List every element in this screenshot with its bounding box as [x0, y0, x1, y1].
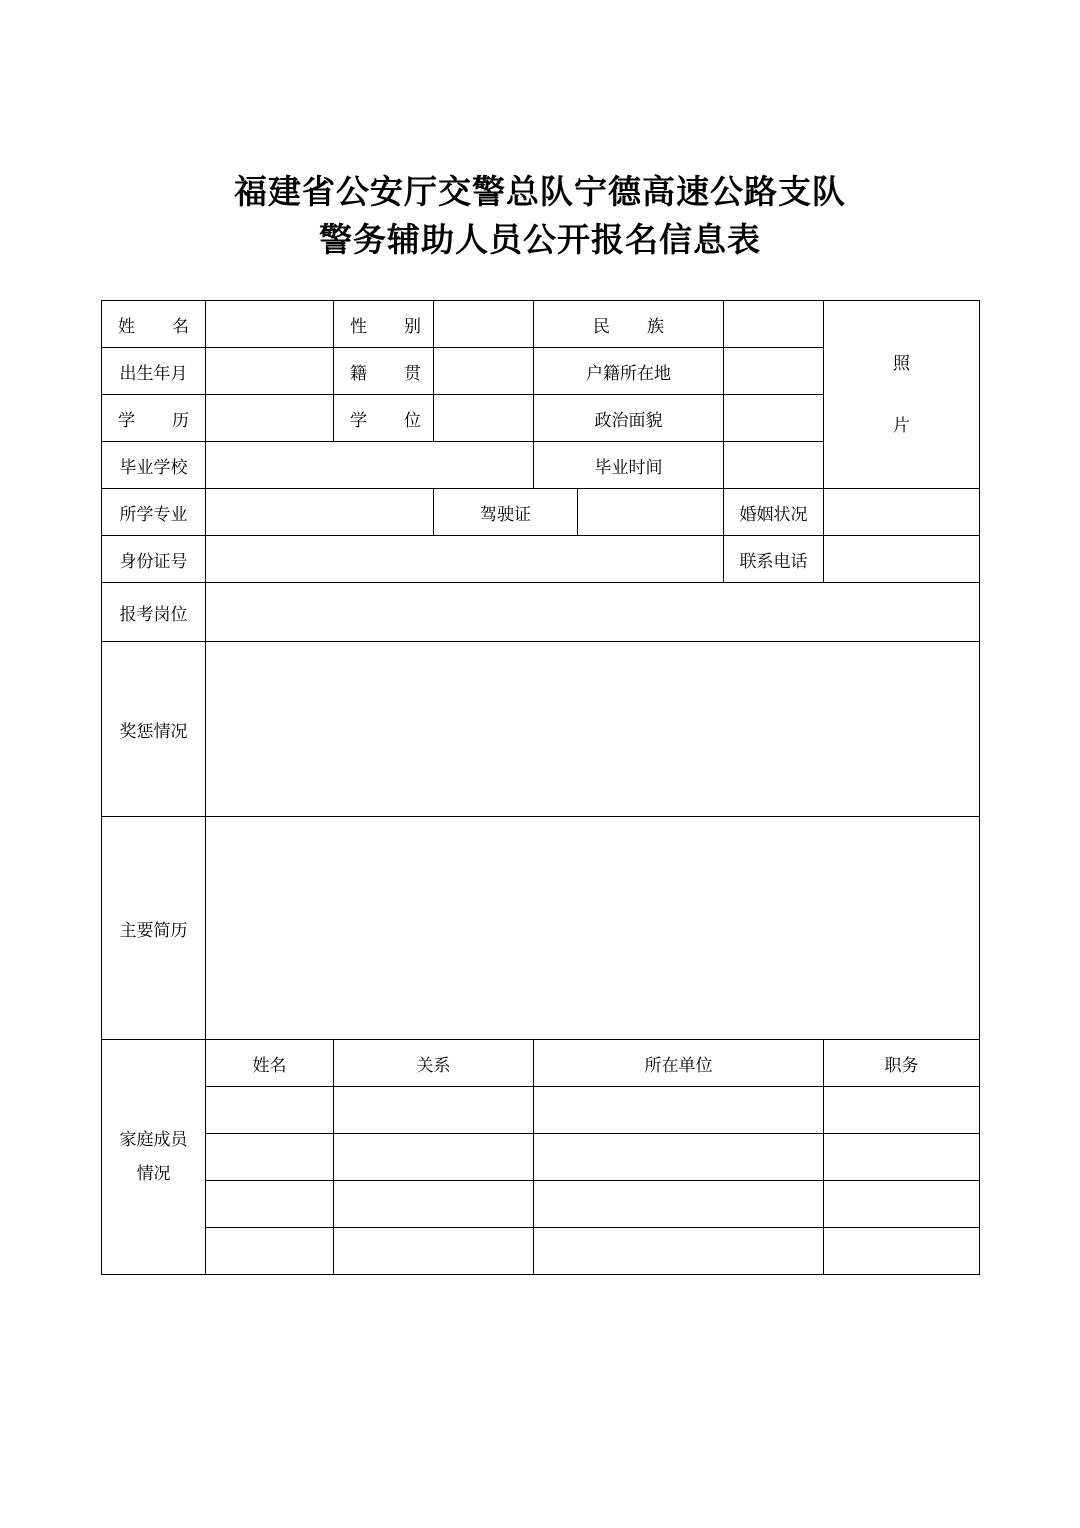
field-gender[interactable] — [434, 301, 534, 348]
table-row — [102, 536, 980, 583]
field-main-resume[interactable] — [206, 817, 980, 1040]
form-table — [101, 300, 980, 1275]
label-family-members — [102, 1040, 206, 1275]
registration-form — [101, 300, 979, 1275]
family-cell-relation[interactable] — [334, 1228, 534, 1275]
document-title — [0, 0, 1080, 264]
family-header-position: 职务 — [824, 1040, 980, 1087]
table-row — [102, 1134, 980, 1181]
family-cell-name[interactable] — [206, 1087, 334, 1134]
field-political-status[interactable] — [724, 395, 824, 442]
family-cell-name[interactable] — [206, 1228, 334, 1275]
photo-label-1: 照 — [893, 353, 910, 373]
table-row — [102, 489, 980, 536]
label-political-status: 政治面貌 — [534, 395, 724, 442]
field-applied-position[interactable] — [206, 583, 980, 642]
label-phone: 联系电话 — [724, 536, 824, 583]
label-marital-status: 婚姻状况 — [724, 489, 824, 536]
label-birth-date: 出生年月 — [102, 348, 206, 395]
field-graduation-time[interactable] — [724, 442, 824, 489]
family-cell-position[interactable] — [824, 1228, 980, 1275]
field-graduate-school[interactable] — [206, 442, 534, 489]
family-header-relation: 关系 — [334, 1040, 534, 1087]
field-native-place[interactable] — [434, 348, 534, 395]
field-degree[interactable] — [434, 395, 534, 442]
family-cell-work-unit[interactable] — [534, 1134, 824, 1181]
photo-box[interactable] — [824, 301, 980, 489]
photo-label-2: 片 — [893, 415, 910, 435]
field-marital-status[interactable] — [824, 489, 980, 536]
table-row — [102, 817, 980, 1040]
label-gender: 性 别 — [334, 301, 434, 348]
family-cell-relation[interactable] — [334, 1087, 534, 1134]
family-cell-work-unit[interactable] — [534, 1181, 824, 1228]
field-household-location[interactable] — [724, 348, 824, 395]
label-native-place: 籍 贯 — [334, 348, 434, 395]
table-row — [102, 583, 980, 642]
field-birth-date[interactable] — [206, 348, 334, 395]
label-household-location: 户籍所在地 — [534, 348, 724, 395]
family-cell-position[interactable] — [824, 1134, 980, 1181]
family-cell-relation[interactable] — [334, 1134, 534, 1181]
title-line-2: 警务辅助人员公开报名信息表 — [319, 221, 761, 258]
field-ethnicity[interactable] — [724, 301, 824, 348]
field-id-number[interactable] — [206, 536, 724, 583]
family-cell-position[interactable] — [824, 1087, 980, 1134]
label-graduate-school: 毕业学校 — [102, 442, 206, 489]
label-education: 学 历 — [102, 395, 206, 442]
label-ethnicity: 民 族 — [534, 301, 724, 348]
table-row — [102, 1040, 980, 1087]
label-applied-position: 报考岗位 — [102, 583, 206, 642]
family-cell-name[interactable] — [206, 1134, 334, 1181]
family-cell-position[interactable] — [824, 1181, 980, 1228]
field-name[interactable] — [206, 301, 334, 348]
label-name: 姓 名 — [102, 301, 206, 348]
title-line-1: 福建省公安厅交警总队宁德高速公路支队 — [234, 173, 846, 210]
family-cell-work-unit[interactable] — [534, 1087, 824, 1134]
label-rewards-punishments: 奖惩情况 — [102, 642, 206, 817]
label-main-resume: 主要简历 — [102, 817, 206, 1040]
field-phone[interactable] — [824, 536, 980, 583]
field-major[interactable] — [206, 489, 434, 536]
family-cell-work-unit[interactable] — [534, 1228, 824, 1275]
label-driver-license: 驾驶证 — [434, 489, 578, 536]
family-label-line-2: 情况 — [136, 1164, 171, 1183]
table-row — [102, 642, 980, 817]
field-driver-license[interactable] — [578, 489, 724, 536]
label-major: 所学专业 — [102, 489, 206, 536]
label-id-number: 身份证号 — [102, 536, 206, 583]
table-row — [102, 1228, 980, 1275]
label-graduation-time: 毕业时间 — [534, 442, 724, 489]
family-label-line-1: 家庭成员 — [119, 1130, 188, 1149]
label-degree: 学 位 — [334, 395, 434, 442]
field-rewards-punishments[interactable] — [206, 642, 980, 817]
family-header-work-unit: 所在单位 — [534, 1040, 824, 1087]
field-education[interactable] — [206, 395, 334, 442]
family-cell-name[interactable] — [206, 1181, 334, 1228]
table-row — [102, 1087, 980, 1134]
family-header-name: 姓名 — [206, 1040, 334, 1087]
table-row — [102, 301, 980, 348]
table-row — [102, 1181, 980, 1228]
family-cell-relation[interactable] — [334, 1181, 534, 1228]
